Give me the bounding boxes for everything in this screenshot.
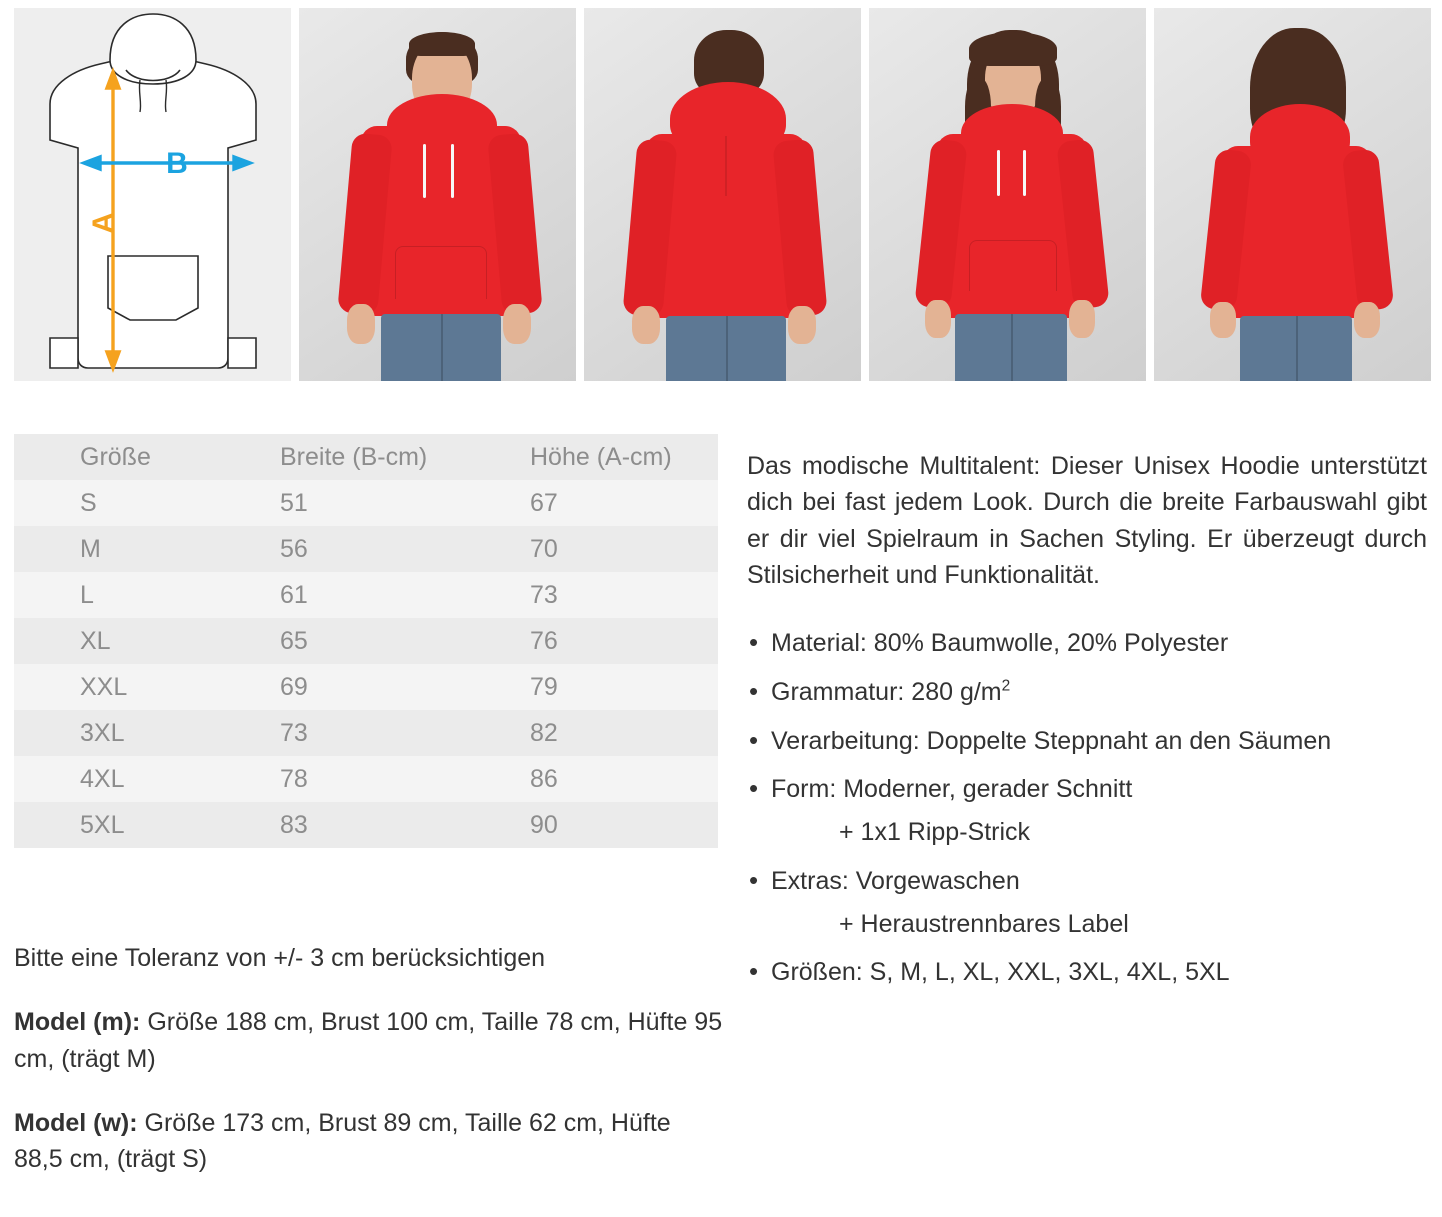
cell-height: 67 xyxy=(530,488,558,517)
measure-a-label: A xyxy=(87,212,120,234)
model-male-text: Größe 188 cm, Brust 100 cm, Taille 78 cm, Hüfte 95 cm, (trägt M) xyxy=(14,1008,723,1073)
measure-b-label: B xyxy=(166,147,188,180)
cell-height: 70 xyxy=(530,534,558,563)
cell-width: 78 xyxy=(280,764,308,793)
spec-extras: • Extras: Vorgewaschen xyxy=(747,865,1427,899)
column-header-width: Breite (B-cm) xyxy=(280,442,428,471)
cell-height: 90 xyxy=(530,810,558,839)
table-row xyxy=(14,526,718,572)
cell-height: 86 xyxy=(530,764,558,793)
model-female-text: Größe 173 cm, Brust 89 cm, Taille 62 cm, Hüfte 88,5 cm, (trägt S) xyxy=(14,1108,671,1173)
cell-width: 73 xyxy=(280,718,308,747)
table-header-row xyxy=(14,434,718,480)
spec-sizes: • Größen: S, M, L, XL, XXL, 3XL, 4XL, 5XL xyxy=(747,956,1427,990)
model-male-label: Model (m): xyxy=(14,1008,141,1037)
spec-processing: • Verarbeitung: Doppelte Steppnaht an den Säumen xyxy=(747,725,1427,759)
cell-height: 82 xyxy=(530,718,558,747)
cell-size: 5XL xyxy=(80,810,125,839)
cell-size: L xyxy=(80,580,94,609)
model-female-note xyxy=(14,1105,724,1178)
female-model-front-photo xyxy=(869,8,1146,381)
cell-size: XXL xyxy=(80,672,128,701)
product-image-gallery xyxy=(14,8,1428,381)
model-male-note xyxy=(14,1004,724,1077)
cell-width: 83 xyxy=(280,810,308,839)
male-model-back-photo xyxy=(584,8,861,381)
cell-width: 56 xyxy=(280,534,308,563)
table-row xyxy=(14,710,718,756)
product-description-column xyxy=(747,448,1427,1005)
hoodie-measurement-diagram xyxy=(14,8,291,381)
measurement-notes xyxy=(14,940,724,1205)
column-header-size: Größe xyxy=(80,442,151,471)
spec-weight-exponent: 2 xyxy=(1001,677,1011,695)
cell-height: 73 xyxy=(530,580,558,609)
cell-width: 69 xyxy=(280,672,308,701)
table-row xyxy=(14,802,718,848)
spec-form: • Form: Moderner, gerader Schnitt xyxy=(747,773,1427,807)
table-row xyxy=(14,480,718,526)
cell-width: 61 xyxy=(280,580,308,609)
product-description: Das modische Multitalent: Dieser Unisex Hoodie unterstützt dich bei fast jedem Look. Durch die breite Farbauswahl gibt er dir viel Spielraum in Sachen Styling. Er überzeugt durch Stilsicherheit und Funktionalität. xyxy=(747,452,1427,589)
size-table xyxy=(14,434,718,848)
spec-weight-text: Grammatur: 280 g/m xyxy=(771,677,1002,706)
spec-weight xyxy=(747,676,1427,710)
cell-size: 3XL xyxy=(80,718,125,747)
cell-size: S xyxy=(80,488,97,517)
cell-size: 4XL xyxy=(80,764,125,793)
cell-size: M xyxy=(80,534,101,563)
spec-material: • Material: 80% Baumwolle, 20% Polyester xyxy=(747,627,1427,661)
table-row xyxy=(14,572,718,618)
spec-extras-detail: + Heraustrennbares Label xyxy=(839,909,1129,938)
cell-size: XL xyxy=(80,626,111,655)
cell-height: 76 xyxy=(530,626,558,655)
size-table-container xyxy=(14,434,718,848)
female-model-back-photo xyxy=(1154,8,1431,381)
tolerance-note: Bitte eine Toleranz von +/- 3 cm berücksichtigen xyxy=(14,944,546,972)
cell-width: 65 xyxy=(280,626,308,655)
table-row xyxy=(14,756,718,802)
hoodie-outline-svg xyxy=(14,8,291,381)
column-header-height: Höhe (A-cm) xyxy=(530,442,672,471)
model-female-label: Model (w): xyxy=(14,1108,138,1137)
cell-width: 51 xyxy=(280,488,308,517)
table-row xyxy=(14,618,718,664)
product-spec-list xyxy=(747,627,1427,990)
table-row xyxy=(14,664,718,710)
male-model-front-photo xyxy=(299,8,576,381)
spec-form-detail: + 1x1 Ripp-Strick xyxy=(839,818,1031,846)
cell-height: 79 xyxy=(530,672,558,701)
